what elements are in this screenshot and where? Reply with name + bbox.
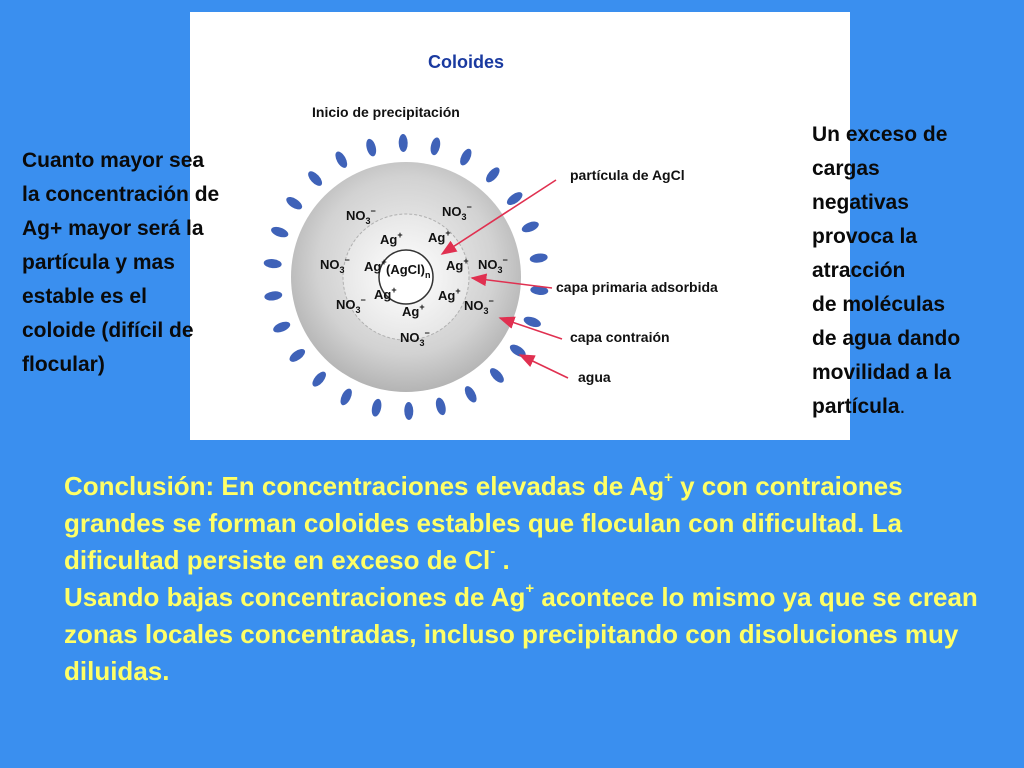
water-drop <box>333 150 350 170</box>
water-drop <box>404 402 413 420</box>
cl-charge-sup: - <box>490 543 496 560</box>
conclusion-text-2b: acontece lo mismo ya que se crean zonas locales concentradas, incluso precipitando con disoluciones muy diluidas. <box>64 582 978 686</box>
right-note-text: Un exceso de cargas negativas provoca la atracción de moléculas de agua dando movilidad a la partícula <box>812 123 961 418</box>
water-drop <box>338 387 354 407</box>
right-note <box>812 118 1022 424</box>
diagram-subtitle: Inicio de precipitación <box>312 104 460 120</box>
nitrate-ion: $NO_3^-$ <box>478 255 508 275</box>
agcl-core: $(AgCl)_n$ <box>386 262 431 280</box>
left-note: Cuanto mayor sea la concentración de Ag+ mayor será la partícula y mas estable es el coloide (difícil de flocular) <box>22 149 220 376</box>
ag-charge-sup-2: + <box>525 580 535 597</box>
water-drop <box>310 369 329 389</box>
nitrate-ion: $NO_3^-$ <box>464 296 494 316</box>
water-drop <box>458 147 474 167</box>
label-primary-layer: capa primaria adsorbida <box>556 279 718 295</box>
silver-ion: Ag+ <box>428 228 451 245</box>
silver-ion: Ag+ <box>374 285 397 302</box>
silver-ion: Ag+ <box>364 257 387 274</box>
nitrate-ion: $NO_3^-$ <box>320 255 350 275</box>
water-drop <box>487 366 506 385</box>
silver-ion: Ag+ <box>438 286 461 303</box>
water-drop <box>505 190 525 208</box>
right-note-end: . <box>899 395 906 418</box>
conclusion-text-2a: Usando bajas concentraciones de Ag <box>64 582 526 612</box>
diagram-title: Coloides <box>428 52 505 72</box>
water-drop <box>365 138 378 158</box>
water-drop <box>520 219 540 234</box>
water-drop <box>434 397 447 417</box>
nitrate-ion: $NO_3^-$ <box>346 206 376 226</box>
water-drop <box>429 137 442 157</box>
ag-charge-sup: + <box>664 469 673 486</box>
arrow-water <box>520 355 568 378</box>
nitrate-ion: $NO_3^-$ <box>442 202 472 222</box>
conclusion-paragraph-1 <box>64 468 1004 579</box>
conclusion-text-1c: . <box>495 545 510 575</box>
conclusion-text-1b: y con contraiones grandes se forman coloides estables que floculan con dificultad. La dificultad persiste en exceso de Cl <box>64 471 903 575</box>
water-drop <box>399 134 408 152</box>
silver-ion: Ag+ <box>446 256 469 273</box>
label-particle: partícula de AgCl <box>570 167 685 183</box>
water-drop <box>529 252 548 263</box>
water-drop <box>484 165 503 185</box>
water-drop <box>462 384 479 404</box>
silver-ion: Ag+ <box>402 302 425 319</box>
water-drop <box>370 398 383 418</box>
conclusion-text-1a: Conclusión: En concentraciones elevadas de Ag <box>64 471 665 501</box>
conclusion-paragraph-2 <box>64 579 1004 690</box>
nitrate-ion: $NO_3^-$ <box>400 328 430 348</box>
label-water: agua <box>578 369 611 385</box>
label-counter-layer: capa contraión <box>570 329 670 345</box>
conclusion-block <box>64 468 1004 690</box>
nitrate-ion: $NO_3^-$ <box>336 295 366 315</box>
silver-ion: Ag+ <box>380 230 403 247</box>
